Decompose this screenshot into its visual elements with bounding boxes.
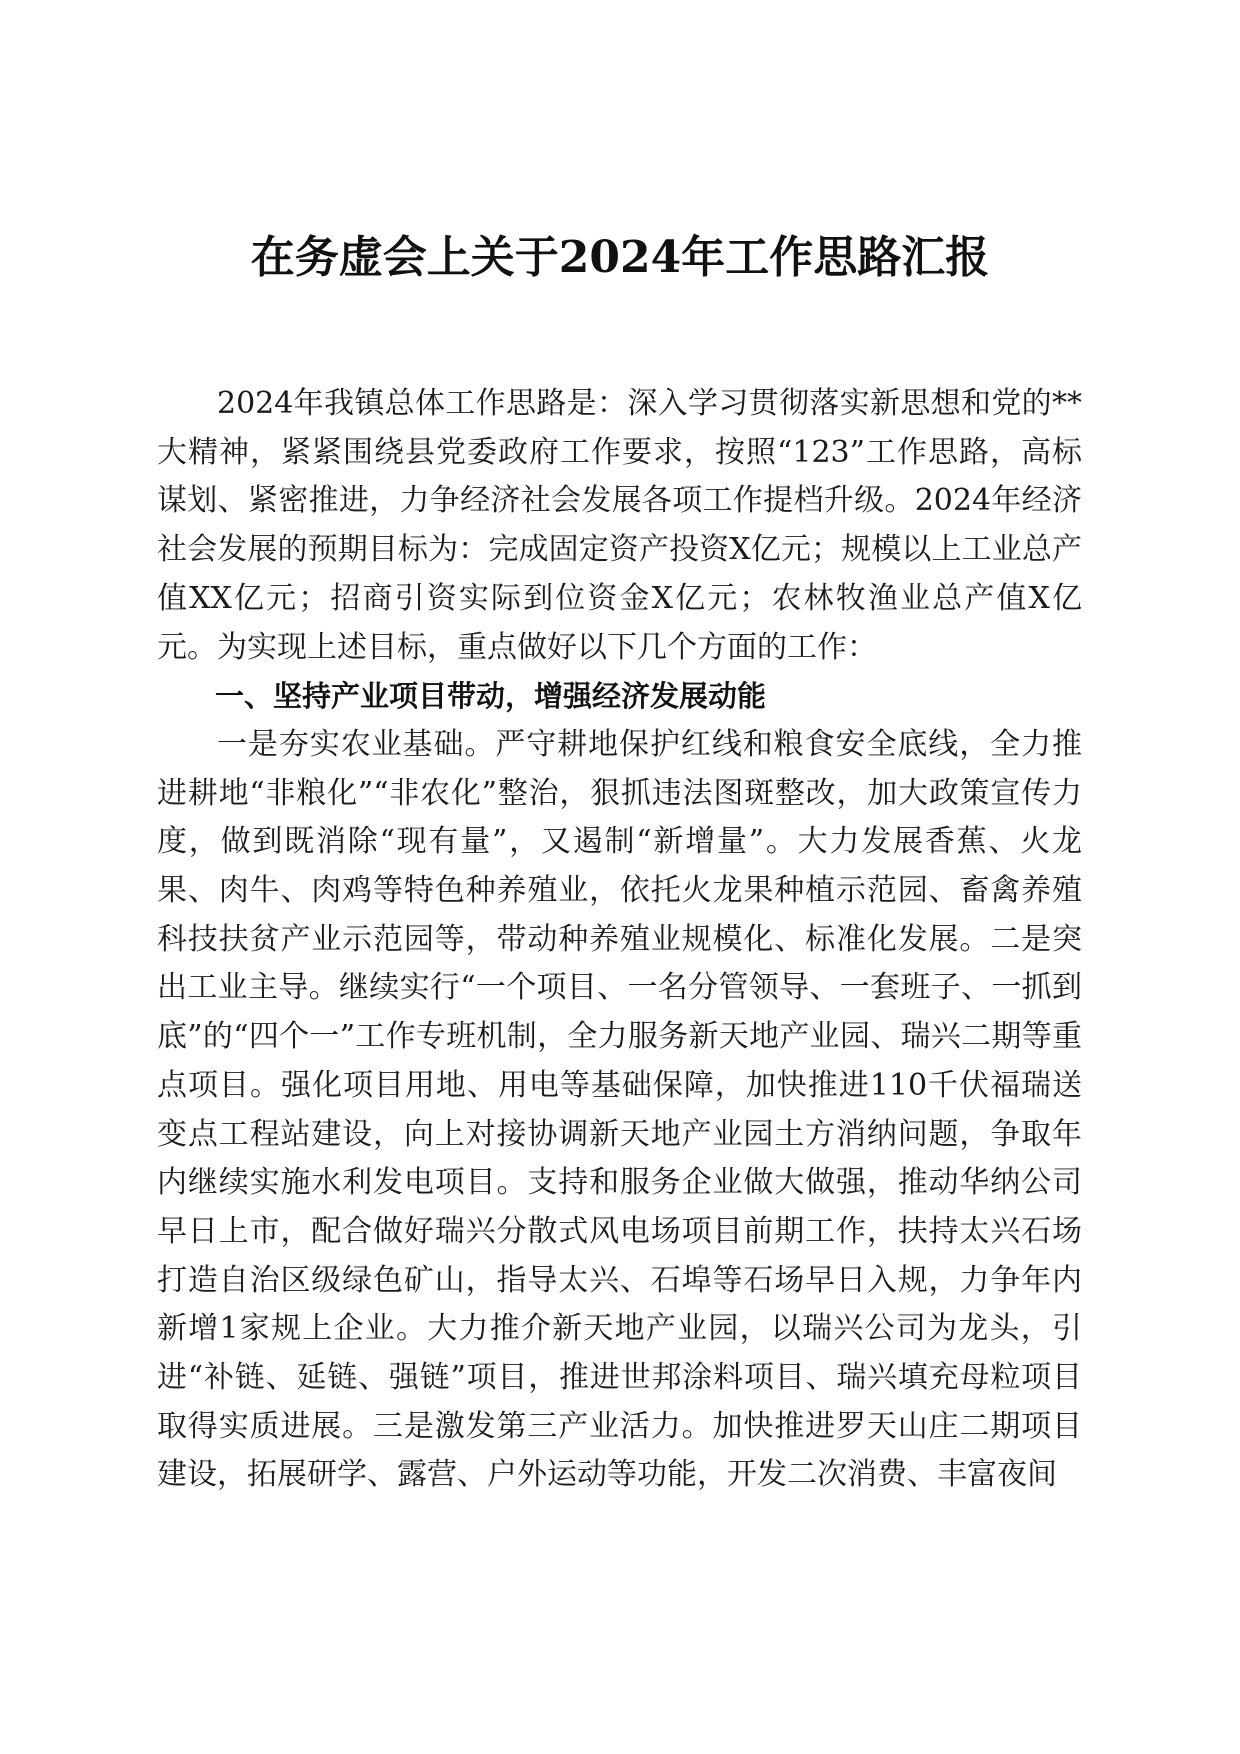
document-body — [157, 380, 1082, 1500]
section-heading: 一、坚持产业项目带动，增强经济发展动能 — [215, 679, 767, 714]
intro-paragraph: 2024年我镇总体工作思路是：深入学习贯彻落实新思想和党的**大精神，紧紧围绕县党委政府工作要求，按照“123”工作思路，高标谋划、紧密推进，力争经济社会发展各项工作提档升级。2024年经济社会发展的预期目标为：完成固定资产投资X亿元；规模以上工业总产值XX亿元；招商引资实际到位资金X亿元；农林牧渔业总产值X亿元。为实现上述目标，重点做好以下几个方面的工作： — [157, 386, 1082, 665]
section-paragraph: 一是夯实农业基础。严守耕地保护红线和粮食安全底线，全力推进耕地“非粮化”“非农化”整治，狠抓违法图斑整改，加大政策宣传力度，做到既消除“现有量”，又遏制“新增量”。大力发展香蕉、火龙果、肉牛、肉鸡等特色种养殖业，依托火龙果种植示范园、畜禽养殖科技扶贫产业示范园等，带动种养殖业规模化、标准化发展。二是突出工业主导。继续实行“一个项目、一名分管领导、一套班子、一抓到底”的“四个一”工作专班机制，全力服务新天地产业园、瑞兴二期等重点项目。强化项目用地、用电等基础保障，加快推进110千伏福瑞送变点工程站建设，向上对接协调新天地产业园土方消纳问题，争取年内继续实施水利发电项目。支持和服务企业做大做强，推动华纳公司早日上市，配合做好瑞兴分散式风电场项目前期工作，扶持太兴石场打造自治区级绿色矿山，指导太兴、石埠等石场早日入规，力争年内新增1家规上企业。大力推介新天地产业园，以瑞兴公司为龙头，引进“补链、延链、强链”项目，推进世邦涂料项目、瑞兴填充母粒项目取得实质进展。三是激发第三产业活力。加快推进罗天山庄二期项目建设，拓展研学、露营、户外运动等功能，开发二次消费、丰富夜间 — [157, 726, 1082, 1493]
document-title: 在务虚会上关于2024年工作思路汇报 — [250, 232, 990, 283]
